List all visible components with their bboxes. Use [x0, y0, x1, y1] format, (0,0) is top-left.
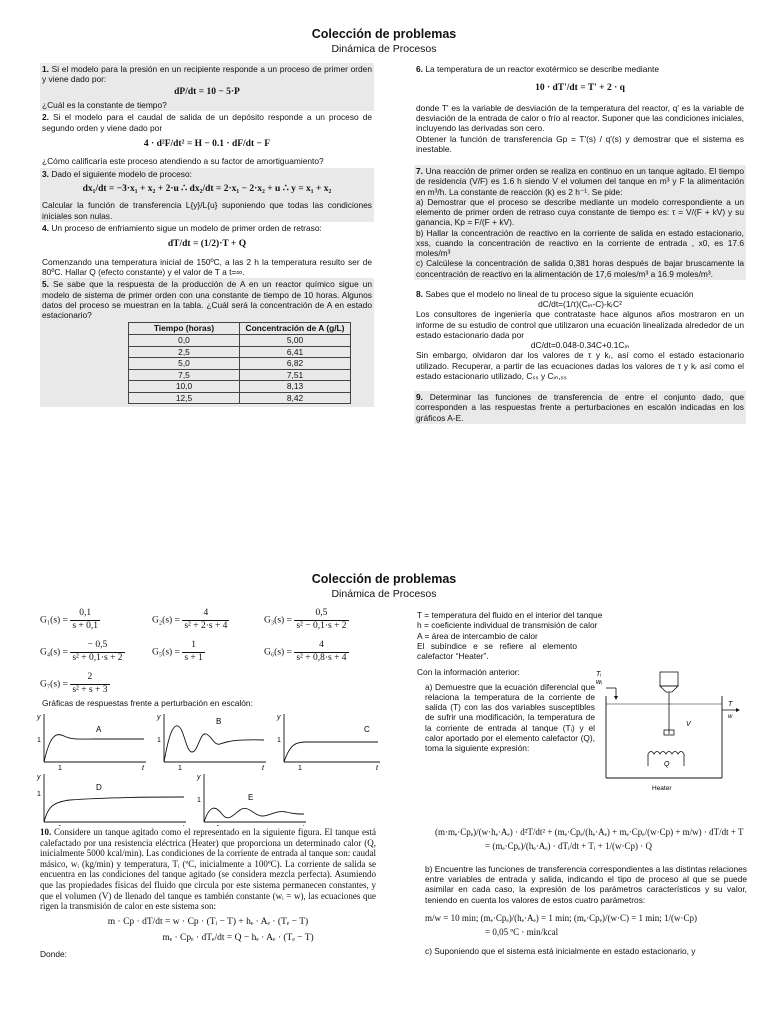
- svg-text:wᵢ: wᵢ: [596, 679, 602, 686]
- svg-text:t: t: [262, 765, 264, 772]
- problem-4-equation: dT/dt = (1/2)·T + Q: [167, 239, 247, 250]
- svg-text:1: 1: [37, 791, 41, 798]
- problem-10: 10. Considere un tanque agitado como el representado en la siguiente figura. El tanque está calefactado por una resistencia eléctrica (Heater) que proporciona un determinado calor (Q, inicialmente 5000 kcal/min). Las condiciones de la corriente de entrada al tanque son: caudal másico, wᵢ (kg/min) y temperatura, Tᵢ (ºC, inicialmente a 100ºC). La corriente de salida se encuentra en las condiciones del tanque agitado (se considera mezcla perfecta). Asumiendo que las propiedades físicas del fluido que circula por este sistema permanecen constantes, y que el volumen (V) de llenado del tanque es también constante (wᵢ = w), las ecuaciones que rigen la transmisión de calor en este sistema son: m · Cp · dT/dt = w · Cp · (Tᵢ − T) + hₑ · Aₑ · (Tₑ − T) mₑ · Cpₑ · dTₑ/dt = Q − hₑ · Aₑ · (Tₑ − T) Donde:: [40, 827, 377, 960]
- svg-text:Heater: Heater: [652, 785, 672, 792]
- problem-5-text: Se sabe que la respuesta de la producción de A en un reactor químico sigue un modelo de sistema de primer orden con una constante de tiempo de 10 horas. Algunos datos del proceso se muestran en la tabla. ¿Cuál será la concentración de A en estado estacionario?: [42, 279, 373, 321]
- part-a-equation-2: = (mₑ·Cpₑ)/(hₑ·Aₑ) · dTᵢ/dt + Tᵢ + 1/(w·Cp) · Q: [485, 840, 652, 851]
- svg-text:1: 1: [298, 765, 302, 772]
- problem-4: 4. Un proceso de enfriamiento sigue un modelo de primer orden de retraso: dT/dt = (1/2)·T + Q Comenzando una temperatura inicial de 150ºC, a las 2 h la temperatura resulto ser de 80ºC. Hallar Q (efecto constante) y el valor de T a t=∞.: [42, 222, 372, 278]
- svg-text:t: [302, 825, 305, 826]
- svg-text:1: 1: [58, 765, 62, 772]
- problem-2: 2. Si el modelo para el caudal de salida de un depósito responde a un proceso de segundo orden y viene dado por 4 · d²F/dt² = H − 0.1 · dF/dt − F ¿Cómo calificaría este proceso atendiendo a su factor de amortiguamiento?: [42, 112, 373, 167]
- problem-3: 3. Dado el siguiente modelo de proceso: dx₁/dt = −3·x₁ + x₂ + 2·u ∴ dx₂/dt = 2·x₁ − 2·x₂ + u ∴ y = x₁ + x₂ Calcular la función de transferencia L{y}/L{u} suponiendo que todas las condiciones iniciales son nulas.: [42, 168, 372, 221]
- problem-2-text: Si el modelo para el caudal de salida de un depósito responde a un proceso de segundo orden y viene dado por: [42, 112, 373, 133]
- tf-g6: G₆(s) = $\frac{4}{\text{s² + 0,8·s + 4}}$: [264, 640, 347, 663]
- graph-a: [36, 714, 146, 772]
- problem-2-equation: 4 · d²F/dt² = H − 0.1 · dF/dt − F: [143, 138, 271, 149]
- problem-8-equation-2: dC/dt=0.048-0.34C+0.1Cᵢₙ: [530, 340, 630, 351]
- svg-text:y: y: [197, 774, 201, 781]
- svg-text:t: [182, 825, 185, 826]
- problem-1: 1. Si el modelo para la presión en un recipiente responde a un proceso de primer orden y viene dado por: dP/dt = 10 − 5·P ¿Cuál es la constante de tiempo?: [42, 64, 373, 111]
- page-2: [0, 568, 768, 1024]
- svg-text:Tᵢ: Tᵢ: [596, 671, 602, 678]
- problem-2-question: ¿Cómo calificaría este proceso atendiendo a su factor de amortiguamiento?: [42, 156, 324, 167]
- graph-label: D: [96, 783, 102, 792]
- problem-8-desc2: Sin embargo, olvidaron dar los valores de τ y kᵣ, así como el estado estacionario utilizado. Recuperar, a partir de las ecuaciones dadas los valores de τ y kᵣ así como el estado estacionario utilizado, Cₛₛ y Cᵢₙ,ₛₛ: [416, 350, 744, 381]
- problem-1-equation: dP/dt = 10 − 5·P: [174, 86, 240, 97]
- table-row: 7,5 7,51: [129, 369, 351, 381]
- problem-3-equation: dx₁/dt = −3·x₁ + x₂ + 2·u ∴ dx₂/dt = 2·x₁ − 2·x₂ + u ∴ y = x₁ + x₂: [82, 183, 332, 194]
- svg-text:Q: Q: [664, 761, 670, 768]
- problem-7-c: c) Calcúlese la concentración de salida 0,381 horas después de bajar bruscamente la concentración de reactivo en la alimentación de 17,6 moles/m³ a 16.9 moles/m³.: [416, 258, 744, 279]
- problem-10-equation-2: mₑ · Cpₑ · dTₑ/dt = Q − hₑ · Aₑ · (Tₑ − T): [162, 933, 314, 944]
- part-a-text: a) Demuestre que la ecuación diferencial que relaciona la temperatura de la corriente de salida (T) con las dos variables susceptibles de sufrir una modificación, la temperatura de la corriente de entrada al tanque (Tᵢ) y el calor aportado por el elemento calefactor (Q), toma la siguiente expresión:: [425, 681, 595, 753]
- tank-figure: [592, 670, 742, 794]
- problem-6-desc1: donde T' es la variable de desviación de la temperatura del reactor, q' es la variable de desviación de la entrada de calor o frío al reactor. Suponer que las condiciones iniciales, incluyendo las derivadas son cero.: [416, 102, 744, 134]
- svg-text:t: t: [142, 765, 144, 772]
- svg-text:1: 1: [178, 765, 182, 772]
- table-header: Tiempo (horas): [129, 323, 240, 335]
- svg-text:y: y: [37, 714, 41, 721]
- graph-label: C: [364, 725, 370, 734]
- graph-label: B: [216, 717, 222, 726]
- subindex-note: El subíndice e se refiere al elemento calefactor “Heater”.: [417, 640, 577, 661]
- problem-6-desc2: Obtener la función de transferencia Gp = T'(s) / q'(s) y demostrar que el sistema es inestable.: [416, 133, 744, 154]
- definition: A = área de intercambio de calor: [417, 630, 538, 641]
- problem-9: 9. Determinar las funciones de transferencia de entre el conjunto dado, que corresponden a las respuestas frente a perturbaciones en escalón indicadas en los gráficos A-E.: [416, 392, 745, 423]
- table-row: 12,5 8,42: [129, 392, 351, 404]
- svg-text:1: 1: [277, 737, 281, 744]
- definition: h = coeficiente individual de transmisión de calor: [417, 620, 598, 631]
- graph-b: [156, 714, 266, 772]
- tf-g5: G₅(s) = $\frac{1}{s + 1}$: [152, 640, 203, 663]
- heater-coil-icon: [648, 752, 684, 755]
- parameters-line-2: = 0,05 ºC · min/kcal: [485, 926, 559, 937]
- svg-text:T: T: [728, 701, 733, 708]
- problem-3-question: Calcular la función de transferencia L{y}/L{u} suponiendo que todas las condiciones iniciales son nulas.: [42, 200, 372, 221]
- problem-10-text: Considere un tanque agitado como el representado en la siguiente figura. El tanque está calefactado por una resistencia eléctrica (Heater) que proporciona un determinado calor (Q, inicialmente 5000 kcal/min). Las condiciones de la corriente de entrada al tanque son: caudal másico, wᵢ (kg/min) y temperatura, Tᵢ (ºC, inicialmente a 100ºC). La corriente de salida se encuentra en las condiciones del tanque agitado (se considera mezcla perfecta). Asumiendo que las propiedades físicas del fluido que circula por este sistema permanecen constantes, y que el volumen (V) de llenado del tanque es también constante (wᵢ = w), las ecuaciones que rigen la transmisión de calor en este sistema son:: [40, 827, 377, 912]
- problem-8-equation-1: dC/dt=(1/τ)(Cᵢₙ-C)-kᵣC²: [538, 299, 622, 310]
- graph-label: E: [248, 793, 254, 802]
- tf-g7: G₇(s) = $\frac{2}{\text{s² + s + 3}}$: [40, 672, 108, 695]
- page-subtitle: Dinámica de Procesos: [331, 43, 437, 55]
- donde-label: Donde:: [40, 949, 68, 960]
- svg-text:y: y: [157, 714, 161, 721]
- tf-g1: G₁(s) = $\frac{0,1}{s + 0,1}$: [40, 608, 98, 631]
- page-title: Colección de problemas: [311, 572, 457, 586]
- table-row: 2,5 6,41: [129, 346, 351, 358]
- page-subtitle: Dinámica de Procesos: [331, 588, 437, 600]
- svg-text:y: y: [277, 714, 281, 721]
- part-a-equation-1: (m·mₑ·Cpₑ)/(w·hₑ·Aₑ) · d²T/dt² + (mₑ·Cpₑ/(hₑ·Aₑ) + mₑ·Cpₑ/(w·Cp) + m/w) · dT/dt + T: [435, 827, 744, 837]
- graph-e: [196, 774, 306, 826]
- motor-icon: [660, 672, 678, 686]
- problem-1-question: ¿Cuál es la constante de tiempo?: [42, 100, 167, 111]
- problem-4-text: Un proceso de enfriamiento sigue un modelo de primer orden de retraso:: [51, 222, 322, 233]
- table-header: Concentración de A (g/L): [240, 323, 351, 335]
- left-column: [40, 63, 374, 407]
- page-title: Colección de problemas: [311, 27, 457, 41]
- problem-4-question: Comenzando una temperatura inicial de 150ºC, a las 2 h la temperatura resulto ser de 80ºC. Hallar Q (efecto constante) y el valor de T a t=∞.: [42, 256, 372, 278]
- svg-text:y: y: [37, 774, 41, 781]
- svg-text:1: 1: [37, 737, 41, 744]
- svg-text:w: w: [728, 714, 733, 720]
- con-info: Con la información anterior:: [417, 667, 520, 678]
- table-row: 0,0 5,00: [129, 334, 351, 346]
- problem-1-text: Si el modelo para la presión en un recipiente responde a un proceso de primer orden y viene dado por:: [42, 64, 373, 85]
- page2-right-continued: [425, 823, 747, 956]
- graph-label: A: [96, 725, 102, 734]
- graphs-caption: Gráficas de respuestas frente a perturbación en escalón:: [42, 698, 253, 708]
- problem-6-text: La temperatura de un reactor exotérmico se describe mediante: [425, 64, 660, 74]
- problem-8-text: Sabes que el modelo no lineal de tu proceso sigue la siguiente ecuación: [425, 288, 694, 299]
- problem-3-text: Dado el siguiente modelo de proceso:: [51, 168, 192, 179]
- svg-text:1: [58, 825, 62, 826]
- table-row: 10,0 8,13: [129, 381, 351, 393]
- problem-6: 6. La temperatura de un reactor exotérmico se describe mediante 10 · dT'/dt = T' + 2 · q donde T' es la variable de desviación de la temperatura del reactor, q' es la variable de desviación de la entrada de calor o frío al reactor. Suponer que las condiciones iniciales, incluyendo las derivadas son cero. Obtener la función de transferencia Gp = T'(s) / q'(s) y demostrar que el sistema es inestable.: [416, 64, 744, 154]
- problem-5-table: [128, 322, 351, 404]
- problem-7: 7. Una reacción de primer orden se realiza en continuo en un tanque agitado. El tiempo de residencia (V/F) es 1.6 h siendo V el volumen del tanque en m³ y F la alimentación en m³/h. La constante de reacción (k) es 2 h⁻¹. Se pide: a) Demostrar que el proceso se describe mediante un modelo correspondiente a un elemento de primer orden de retraso cuya constante de tiempo es: τ = V/(F + kV) y su ganancia, Kp = F/(F + kV). b) Hallar la concentración de reactivo en la corriente de salida en estado estacionario, xss, cuando la concentración de reactivo en la corriente de entrada , x0, es 17.6 moles/m³ c) Calcúlese la concentración de salida 0,381 horas después de bajar bruscamente la concentración de reactivo en la alimentación de 17,6 moles/m³ a 16.9 moles/m³.: [416, 166, 744, 279]
- problem-9-text: Determinar las funciones de transferencia de entre el conjunto dado, que corresponden a las respuestas frente a perturbaciones en escalón indicadas en los gráficos A-E.: [416, 392, 745, 423]
- table-row: 5,0 6,82: [129, 358, 351, 370]
- problem-8: 8. Sabes que el modelo no lineal de tu proceso sigue la siguiente ecuación dC/dt=(1/τ)(Cᵢₙ-C)-kᵣC² Los consultores de ingeniería que contrataste hace algunos años mostraron en un informe de su estudio de control que utilizaron una ecuación linealizada alrededor de un estado estacionario dada por dC/dt=0.048-0.34C+0.1Cᵢₙ Sin embargo, olvidaron dar los valores de τ y kᵣ, así como el estado estacionario utilizado. Recuperar, a partir de las ecuaciones dadas los valores de τ y kᵣ así como el estado estacionario utilizado, Cₛₛ y Cᵢₙ,ₛₛ: [416, 288, 744, 381]
- problem-7-b: b) Hallar la concentración de reactivo en la corriente de salida en estado estacionario, xss, cuando la concentración de reactivo en la corriente de entrada , x0, es 17.6 moles/m³: [416, 227, 744, 259]
- right-column: [414, 63, 746, 424]
- part-c-text: c) Suponiendo que el sistema está inicialmente en estado estacionario, y: [425, 945, 696, 956]
- svg-text:1: [216, 825, 220, 826]
- problem-6-equation: 10 · dT'/dt = T' + 2 · q: [535, 83, 625, 94]
- svg-text:t: t: [376, 765, 378, 772]
- graph-c: [276, 714, 380, 772]
- tf-g3: G₃(s) = $\frac{0,5}{\text{s² − 0,1·s + 2}}$: [264, 608, 347, 631]
- problem-5: 5. Se sabe que la respuesta de la producción de A en un reactor químico sigue un modelo de sistema de primer orden con una constante de tiempo de 10 horas. Algunos datos del proceso se muestran en la tabla. ¿Cuál será la concentración de A en estado estacionario? Tiempo (horas) Concentración de A (g/L) 0,0 5,00 2,5 6,41 5,0 6,82 7,5 7,51 10,0 8,13 12,5 8,42: [40, 278, 374, 407]
- problem-10-equation-1: m · Cp · dT/dt = w · Cp · (Tᵢ − T) + hₑ · Aₑ · (Tₑ − T): [107, 916, 309, 927]
- problem-7-a: a) Demostrar que el proceso se describe mediante un modelo correspondiente a un elemento de primer orden de retraso cuya constante de tiempo es: τ = V/(F + kV) y su ganancia, Kp = F/(F + kV).: [416, 196, 744, 228]
- problem-8-desc1: Los consultores de ingeniería que contrataste hace algunos años mostraron en un informe de su estudio de control que utilizaron una ecuación linealizada alrededor de un estado estacionario dada por: [416, 309, 744, 340]
- tf-g4: G₄(s) = $\frac{- 0,5}{\text{s² + 0,1·s + 2}}$: [40, 640, 123, 663]
- svg-text:1: 1: [197, 797, 201, 804]
- step-response-graphs: [36, 710, 382, 826]
- svg-text:V: V: [686, 721, 691, 728]
- graph-d: [36, 774, 186, 826]
- tf-g2: G₂(s) = $\frac{4}{\text{s² + 2·s + 4}}$: [152, 608, 228, 631]
- definition: T = temperatura del fluido en el interior del tanque: [417, 610, 603, 620]
- parameters-line-1: m/w = 10 min; (mₑ·Cpₑ)/(hₑ·Aₑ) = 1 min; (mₑ·Cpₑ)/(w·C) = 1 min; 1/(w·Cp): [425, 912, 698, 923]
- svg-text:1: 1: [157, 737, 161, 744]
- problem-7-text: Una reacción de primer orden se realiza en continuo en un tanque agitado. El tiempo de residencia (V/F) es 1.6 h siendo V el volumen del tanque en m³ y F la alimentación en m³/h. La constante de reacción (k) es 2 h⁻¹. Se pide:: [416, 166, 744, 197]
- part-b-text: b) Encuentre las funciones de transferencia correspondientes a las distintas relaciones entre variables de entrada y salida, indicando el tipo de proceso al que se puede asimilar en cada caso, la expresión de los parámetros característicos y su valor, teniendo en cuenta los valores de estos cuatro parámetros:: [425, 863, 747, 905]
